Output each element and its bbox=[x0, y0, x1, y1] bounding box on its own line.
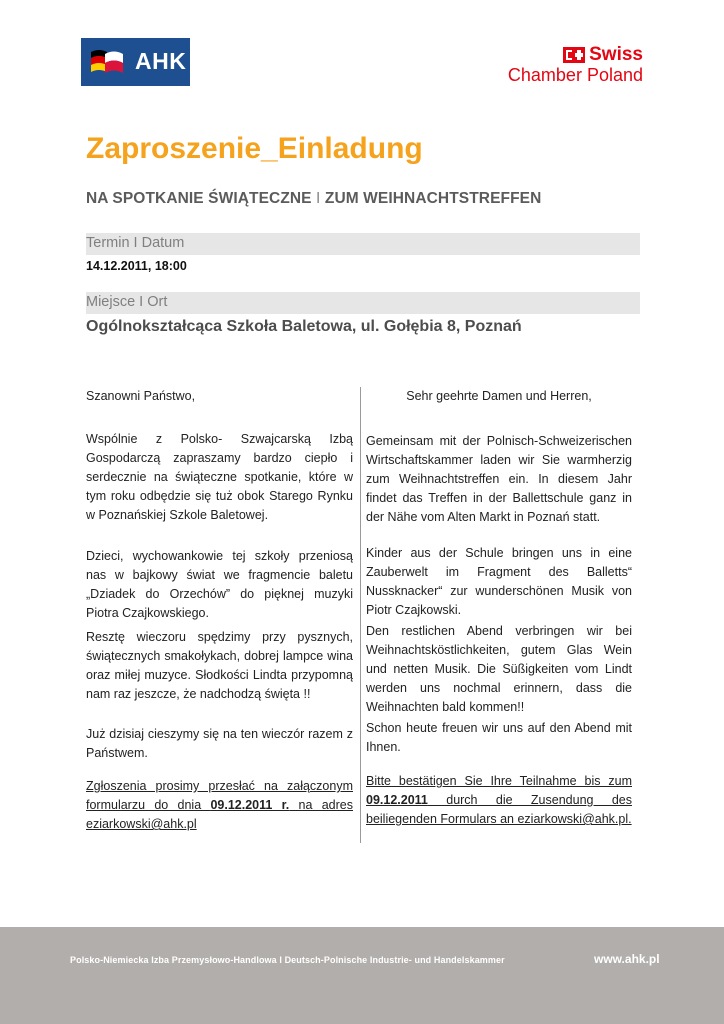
document-subtitle bbox=[86, 190, 541, 208]
date-label-bar bbox=[86, 233, 640, 255]
footer-bar bbox=[0, 927, 724, 1024]
german-greeting: Sehr geehrte Damen und Herren, bbox=[406, 389, 592, 403]
swiss-logo-text: Swiss bbox=[589, 44, 643, 65]
ahk-logo bbox=[81, 38, 190, 86]
polish-paragraph-3: Resztę wieczoru spędzimy przy pysznych, świątecznych smakołykach, dobrej lampce wina oraz miłej muzyce. Słodkości Lindta przypomną nam raz jeszcze, że nadchodzą święta !! bbox=[86, 630, 353, 701]
subtitle-german: ZUM WEIHNACHTSTREFFEN bbox=[324, 190, 542, 207]
polish-paragraph-2: Dzieci, wychowankowie tej szkoły przeniosą nas w bajkowy świat we fragmencie baletu „Dziadek do Orzechów” do pięknej muzyki Piotra Czajkowskiego. bbox=[86, 549, 353, 620]
subtitle-separator: I bbox=[316, 190, 321, 207]
german-rsvp-date: 09.12.2011 bbox=[366, 793, 428, 807]
chamber-poland-text: Chamber Poland bbox=[507, 65, 643, 85]
footer-organization: Polsko-Niemiecka Izba Przemysłowo-Handlowa I Deutsch-Polnische Industrie- und Handelskammer bbox=[70, 955, 505, 965]
document-title: Zaproszenie_Einladung bbox=[86, 132, 423, 165]
polish-paragraph-4: Już dzisiaj cieszymy się na ten wieczór razem z Państwem. bbox=[86, 727, 353, 760]
polish-rsvp-text: Zgłoszenia prosimy przesłać na załączonym formularzu do dnia bbox=[86, 779, 353, 812]
swiss-chamber-logo bbox=[487, 44, 643, 88]
subtitle-polish: NA SPOTKANIE ŚWIĄTECZNE bbox=[86, 190, 312, 207]
place-label-bar bbox=[86, 292, 640, 314]
swiss-cross-icon bbox=[563, 47, 585, 63]
german-rsvp-email[interactable]: durch die Zusendung des beiliegenden Formulars an eziarkowski@ahk.pl. bbox=[366, 793, 632, 826]
polish-paragraph-1: Wspólnie z Polsko- Szwajcarską Izbą Gospodarczą zapraszamy bardzo ciepło i serdecznie na świąteczne spotkanie, które w tym roku odbędzie się tuż obok Starego Rynku w Poznańskiej Szkole Baletowej. bbox=[86, 432, 353, 522]
german-rsvp bbox=[366, 772, 632, 829]
german-paragraph-4: Schon heute freuen wir uns auf den Abend mit Ihnen. bbox=[366, 721, 632, 754]
ahk-logo-text: AHK bbox=[135, 48, 187, 74]
polish-rsvp bbox=[86, 777, 353, 834]
date-value: 14.12.2011, 18:00 bbox=[86, 259, 187, 273]
german-paragraph-3: Den restlichen Abend verbringen wir bei Weihnachtsköstlichkeiten, gutem Glas Wein und netten Musik. Die Süßigkeiten vom Lindt werden uns nochmal erinnern, dass die Weihnachten bald kommen!! bbox=[366, 624, 632, 714]
footer-website-link[interactable]: www.ahk.pl bbox=[594, 952, 660, 966]
place-value: Ogólnokształcąca Szkoła Baletowa, ul. Gołębia 8, Poznań bbox=[86, 318, 522, 335]
germany-poland-flag-icon bbox=[87, 46, 127, 78]
place-label: Miejsce I Ort bbox=[86, 294, 168, 310]
german-rsvp-text: Bitte bestätigen Sie Ihre Teilnahme bis zum bbox=[366, 774, 632, 788]
german-paragraph-2: Kinder aus der Schule bringen uns in eine Zauberwelt im Fragment des Balletts“ Nussknacker“ zur wunderschönen Musik von Piotr Czajkowski. bbox=[366, 546, 632, 617]
polish-rsvp-email[interactable]: na adres eziarkowski@ahk.pl bbox=[86, 798, 353, 831]
polish-rsvp-date: 09.12.2011 r. bbox=[210, 798, 290, 812]
polish-greeting: Szanowni Państwo, bbox=[86, 389, 196, 403]
column-divider bbox=[360, 387, 361, 843]
german-paragraph-1: Gemeinsam mit der Polnisch-Schweizerischen Wirtschaftskammer laden wir Sie warmherzig zum Weihnachtstreffen ein. In diesem Jahr findet das Treffen in der Ballettschule ganz in der Nähe vom Alten Markt in Poznań statt. bbox=[366, 434, 632, 524]
date-label: Termin I Datum bbox=[86, 235, 185, 251]
